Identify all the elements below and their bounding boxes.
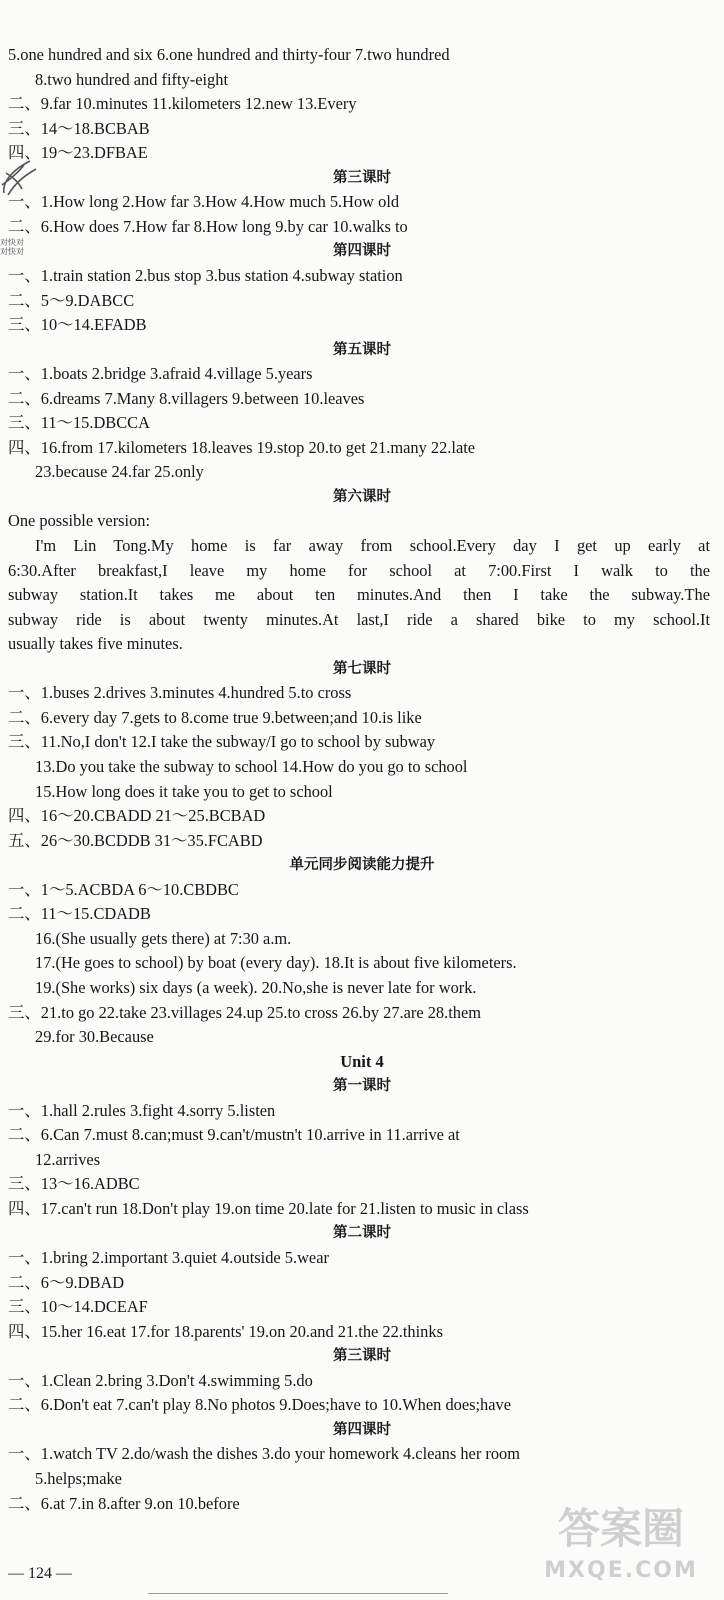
section-heading: 第三课时 xyxy=(333,1348,391,1365)
answer-line: 四、17.can't run 18.Don't play 19.on time 20.late for 21.listen to music in class xyxy=(8,1198,529,1218)
answer-line: 一、1.How long 2.How far 3.How 4.How much 5.How old xyxy=(8,192,400,212)
answer-line: 一、1.watch TV 2.do/wash the dishes 3.do your homework 4.cleans her room xyxy=(8,1444,520,1464)
answer-line: 6:30.After breakfast,I leave my home for school at 7:00.First I walk to the xyxy=(8,560,710,580)
answer-line: 19.(She works) six days (a week). 20.No,she is never late for work. xyxy=(35,977,477,997)
answer-line: 二、6.Can 7.must 8.can;must 9.can't/mustn't 10.arrive in 11.arrive at xyxy=(8,1125,460,1145)
answer-line: 二、6.every day 7.gets to 8.come true 9.between;and 10.is like xyxy=(8,707,422,727)
section-heading: 第一课时 xyxy=(333,1078,391,1095)
answer-line: 三、13～16.ADBC xyxy=(8,1174,140,1194)
answer-line: 一、1.boats 2.bridge 3.afraid 4.village 5.years xyxy=(8,364,313,384)
answer-line: 三、11.No,I don't 12.I take the subway/I go to school by subway xyxy=(8,732,436,752)
answer-line: 29.for 30.Because xyxy=(35,1027,154,1046)
answer-line: 二、5～9.DABCC xyxy=(8,290,135,310)
answer-line: 二、6.at 7.in 8.after 9.on 10.before xyxy=(8,1493,240,1513)
answer-line: 四、15.her 16.eat 17.for 18.parents' 19.on 20.and 21.the 22.thinks xyxy=(8,1321,443,1341)
answer-line: 一、1～5.ACBDA 6～10.CBDBC xyxy=(8,879,239,899)
margin-stamp-line: 对快对 xyxy=(0,247,24,256)
section-heading: Unit 4 xyxy=(340,1051,384,1071)
answer-line: 8.two hundred and fifty-eight xyxy=(35,69,228,89)
section-heading: 第四课时 xyxy=(333,243,391,260)
answer-line: 5.one hundred and six 6.one hundred and thirty-four 7.two hundred xyxy=(8,45,450,64)
section-heading: 第七课时 xyxy=(333,660,391,677)
answer-line: 一、1.hall 2.rules 3.fight 4.sorry 5.listen xyxy=(8,1100,276,1120)
margin-stamp xyxy=(0,238,24,256)
answer-line: 5.helps;make xyxy=(35,1468,122,1488)
answer-line: 16.(She usually gets there) at 7:30 a.m. xyxy=(35,928,292,948)
watermark-top-text: 答案圈 xyxy=(557,1504,685,1553)
answer-line: subway ride is about twenty minutes.At last,I ride a shared bike to my school.It xyxy=(8,609,710,629)
answer-line: 一、1.buses 2.drives 3.minutes 4.hundred 5.to cross xyxy=(8,683,352,703)
section-heading: 第三课时 xyxy=(333,169,391,186)
section-heading: 单元同步阅读能力提升 xyxy=(289,857,435,874)
answer-line: 17.(He goes to school) by boat (every day). 18.It is about five kilometers. xyxy=(35,953,517,973)
margin-stamp-line: 对快对 xyxy=(0,238,24,247)
answer-line: 二、6.How does 7.How far 8.How long 9.by car 10.walks to xyxy=(8,216,408,236)
answer-line: 二、11～15.CDADB xyxy=(8,904,151,924)
answer-line: 二、9.far 10.minutes 11.kilometers 12.new 13.Every xyxy=(8,94,357,114)
watermark-logo xyxy=(536,1497,706,1585)
section-heading: 第五课时 xyxy=(333,341,391,358)
answer-line: 三、14～18.BCBAB xyxy=(8,118,150,138)
answer-line: usually takes five minutes. xyxy=(8,634,183,654)
answer-line: 三、21.to go 22.take 23.villages 24.up 25.to cross 26.by 27.are 28.them xyxy=(8,1002,481,1022)
answer-line: 二、6.Don't eat 7.can't play 8.No photos 9.Does;have to 10.When does;have xyxy=(8,1395,511,1415)
answer-line: 三、10～14.EFADB xyxy=(8,315,147,335)
answer-line: 五、26～30.BCDDB 31～35.FCABD xyxy=(8,830,263,850)
answer-line: 二、6～9.DBAD xyxy=(8,1272,125,1292)
answer-line: 四、16～20.CBADD 21～25.BCBAD xyxy=(8,806,266,826)
answer-line: 一、1.train station 2.bus stop 3.bus station 4.subway station xyxy=(8,266,403,285)
answer-line: 一、1.bring 2.important 3.quiet 4.outside 5.wear xyxy=(8,1248,329,1267)
answer-line: 三、10～14.DCEAF xyxy=(8,1297,148,1316)
section-heading: 第四课时 xyxy=(333,1421,391,1438)
answer-line: subway station.It takes me about ten minutes.And then I take the subway.The xyxy=(8,585,710,605)
answer-line: 12.arrives xyxy=(35,1149,101,1169)
answer-line: 三、11～15.DBCCA xyxy=(8,413,150,433)
answer-line: 23.because 24.far 25.only xyxy=(35,462,204,482)
answer-line: I'm Lin Tong.My home is far away from school.Every day I get up early at xyxy=(35,536,710,555)
answer-line: 四、19～23.DFBAE xyxy=(8,143,148,163)
answer-line: 15.How long does it take you to get to school xyxy=(35,781,333,801)
answer-line: One possible version: xyxy=(8,511,151,531)
answer-line: 四、16.from 17.kilometers 18.leaves 19.stop 20.to get 21.many 22.late xyxy=(8,437,476,457)
answer-line: 13.Do you take the subway to school 14.How do you go to school xyxy=(35,757,468,776)
scribble-mark-icon xyxy=(0,155,42,199)
section-heading: 第二课时 xyxy=(333,1225,391,1242)
watermark-bottom-text: MXQE.COM xyxy=(544,1558,698,1583)
page-number: — 124 — xyxy=(8,1565,72,1582)
bottom-divider xyxy=(148,1593,448,1594)
answer-line: 二、6.dreams 7.Many 8.villagers 9.between 10.leaves xyxy=(8,388,365,408)
answer-line: 一、1.Clean 2.bring 3.Don't 4.swimming 5.do xyxy=(8,1370,313,1390)
section-heading: 第六课时 xyxy=(333,488,391,505)
